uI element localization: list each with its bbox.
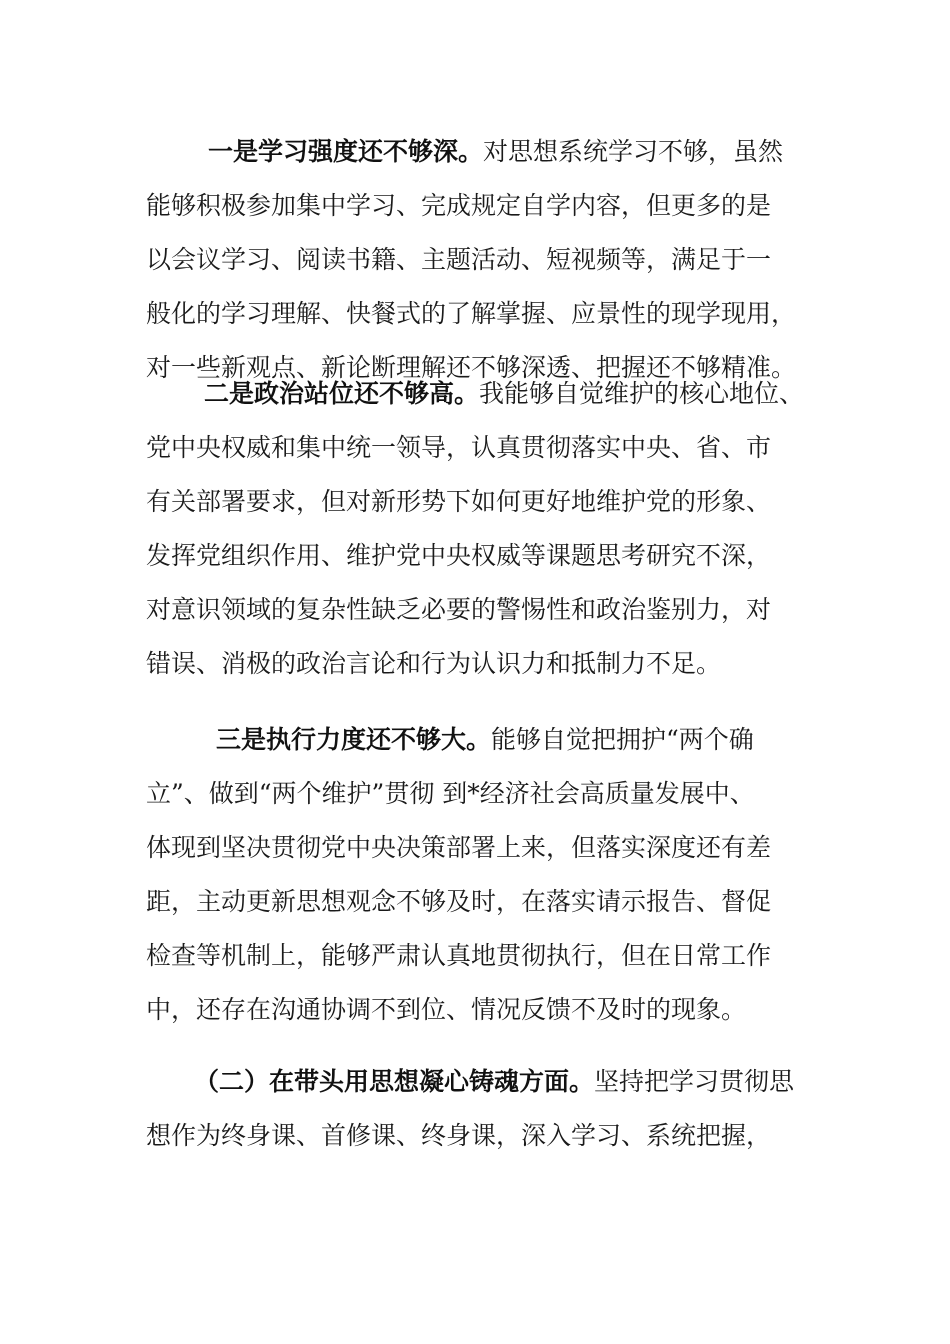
paragraph-study-intensity: [146, 125, 826, 395]
paragraph-line: 立”、做到“两个维护”贯彻 到*经济社会高质量发展中、: [146, 779, 755, 808]
paragraph-line: [146, 713, 826, 767]
paragraph-text: 坚持把学习贯彻思: [594, 1067, 795, 1096]
paragraph-line: 距，主动更新思想观念不够及时，在落实请示报告、督促: [146, 887, 772, 916]
paragraph-text: 能够自觉把拥护“两个确: [491, 725, 754, 754]
paragraph-line: 党中央权威和集中统一领导，认真贯彻落实中央、省、市: [146, 433, 772, 462]
paragraph-line: [146, 1055, 826, 1109]
paragraph-line: 对一些新观点、新论断理解还不够深透、把握还不够精准。: [146, 353, 797, 382]
paragraph-heading: 三是执行力度还不够大。: [216, 725, 492, 754]
paragraph-line: [146, 125, 826, 179]
paragraph-section-two: [146, 1055, 826, 1163]
paragraph-line: 检查等机制上，能够严肃认真地贯彻执行，但在日常工作: [146, 941, 772, 970]
paragraph-line: 般化的学习理解、快餐式的了解掌握、应景性的现学现用，: [146, 299, 797, 328]
paragraph-line: 以会议学习、阅读书籍、主题活动、短视频等，满足于一: [146, 245, 772, 274]
paragraph-text: 对思想系统学习不够，虽然: [483, 137, 784, 166]
paragraph-text: 我能够自觉维护的核心地位、: [479, 379, 805, 408]
paragraph-execution: [146, 713, 826, 1037]
paragraph-line: 对意识领域的复杂性缺乏必要的警惕性和政治鉴别力，对: [146, 595, 772, 624]
paragraph-heading: 一是学习强度还不够深。: [208, 137, 484, 166]
paragraph-line: 体现到坚决贯彻党中央决策部署上来，但落实深度还有差: [146, 833, 772, 862]
paragraph-line: 发挥党组织作用、维护党中央权威等课题思考研究不深，: [146, 541, 772, 570]
paragraph-line: 能够积极参加集中学习、完成规定自学内容，但更多的是: [146, 191, 772, 220]
section-heading: （二）在带头用思想凝心铸魂方面。: [194, 1067, 595, 1096]
paragraph-line: 想作为终身课、首修课、终身课，深入学习、系统把握，: [146, 1121, 772, 1150]
paragraph-line: [146, 367, 826, 421]
paragraph-heading: 二是政治站位还不够高。: [204, 379, 480, 408]
paragraph-political-stance: [146, 367, 826, 691]
paragraph-line: 错误、消极的政治言论和行为认识力和抵制力不足。: [146, 649, 722, 678]
paragraph-line: 中，还存在沟通协调不到位、情况反馈不及时的现象。: [146, 995, 747, 1024]
paragraph-line: 有关部署要求，但对新形势下如何更好地维护党的形象、: [146, 487, 772, 516]
